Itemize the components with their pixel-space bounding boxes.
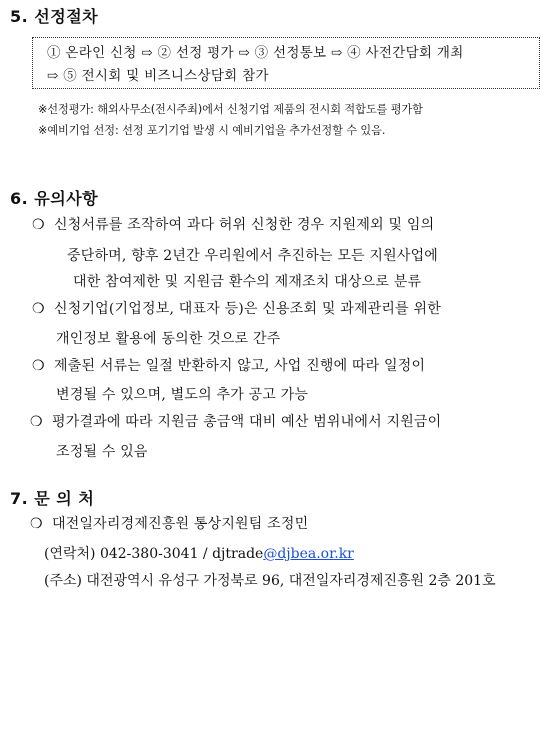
caution-item-1-line-1: 신청서류를 조작하여 과다 허위 신청한 경우 지원제외 및 임의 (54, 217, 435, 233)
procedure-steps-line-2: ⇨ ⑤ 전시회 및 비즈니스상담회 참가 (47, 68, 269, 84)
caution-item-2-line-2: 개인정보 활용에 동의한 것으로 간주 (56, 331, 281, 347)
caution-item-1 (32, 211, 434, 239)
caution-item-2-line-1: 신청기업(기업정보, 대표자 등)은 신용조회 및 과제관리를 위한 (54, 301, 441, 317)
caution-item-3-line-2: 변경될 수 있으며, 별도의 추가 공고 가능 (56, 387, 309, 403)
note-reserve: ※예비기업 선정: 선정 포기기업 발생 시 예비기업을 추가선정할 수 있음. (38, 124, 386, 137)
caution-item-4 (30, 408, 441, 436)
caution-item-4-line-2: 조정될 수 있음 (56, 444, 148, 460)
caution-item-3 (32, 352, 425, 380)
caution-item-3-line-1: 제출된 서류는 일절 반환하지 않고, 사업 진행에 따라 일정이 (54, 358, 426, 374)
procedure-steps-line-1: ① 온라인 신청 ⇨ ② 선정 평가 ⇨ ③ 선정통보 ⇨ ④ 사전간담회 개최 (47, 45, 464, 61)
bullet-icon: ❍ (32, 301, 45, 317)
bullet-icon: ❍ (30, 516, 43, 532)
section-7-heading: 7. 문 의 처 (10, 489, 95, 508)
contact-org (30, 510, 308, 538)
caution-item-2 (32, 295, 441, 323)
bullet-icon: ❍ (32, 217, 45, 233)
caution-item-4-line-1: 평가결과에 따라 지원금 총금액 대비 예산 범위내에서 지원금이 (52, 414, 442, 430)
procedure-box (32, 37, 540, 89)
note-evaluation: ※선정평가: 해외사무소(전시주최)에서 신청기업 제품의 전시회 적합도를 평가함 (38, 103, 423, 116)
bullet-icon: ❍ (30, 414, 43, 430)
contact-address: (주소) 대전광역시 유성구 가정북로 96, 대전일자리경제진흥원 2층 201호 (44, 573, 496, 589)
caution-item-1-line-2: 중단하며, 향후 2년간 우리원에서 추진하는 모든 지원사업에 (67, 248, 439, 264)
caution-item-1-line-3: 대한 참여제한 및 지원금 환수의 제재조치 대상으로 분류 (73, 274, 422, 290)
contact-org-name: 대전일자리경제진흥원 통상지원팀 조정민 (52, 516, 309, 532)
notes (38, 99, 423, 141)
email-link[interactable]: @djbea.or.kr (263, 546, 354, 562)
section-5-heading: 5. 선정절차 (10, 7, 99, 26)
contact-phone-email (44, 543, 354, 563)
contact-phone: (연락처) 042-380-3041 / djtrade (44, 546, 264, 562)
bullet-icon: ❍ (32, 358, 45, 374)
section-6-heading: 6. 유의사항 (10, 189, 99, 208)
